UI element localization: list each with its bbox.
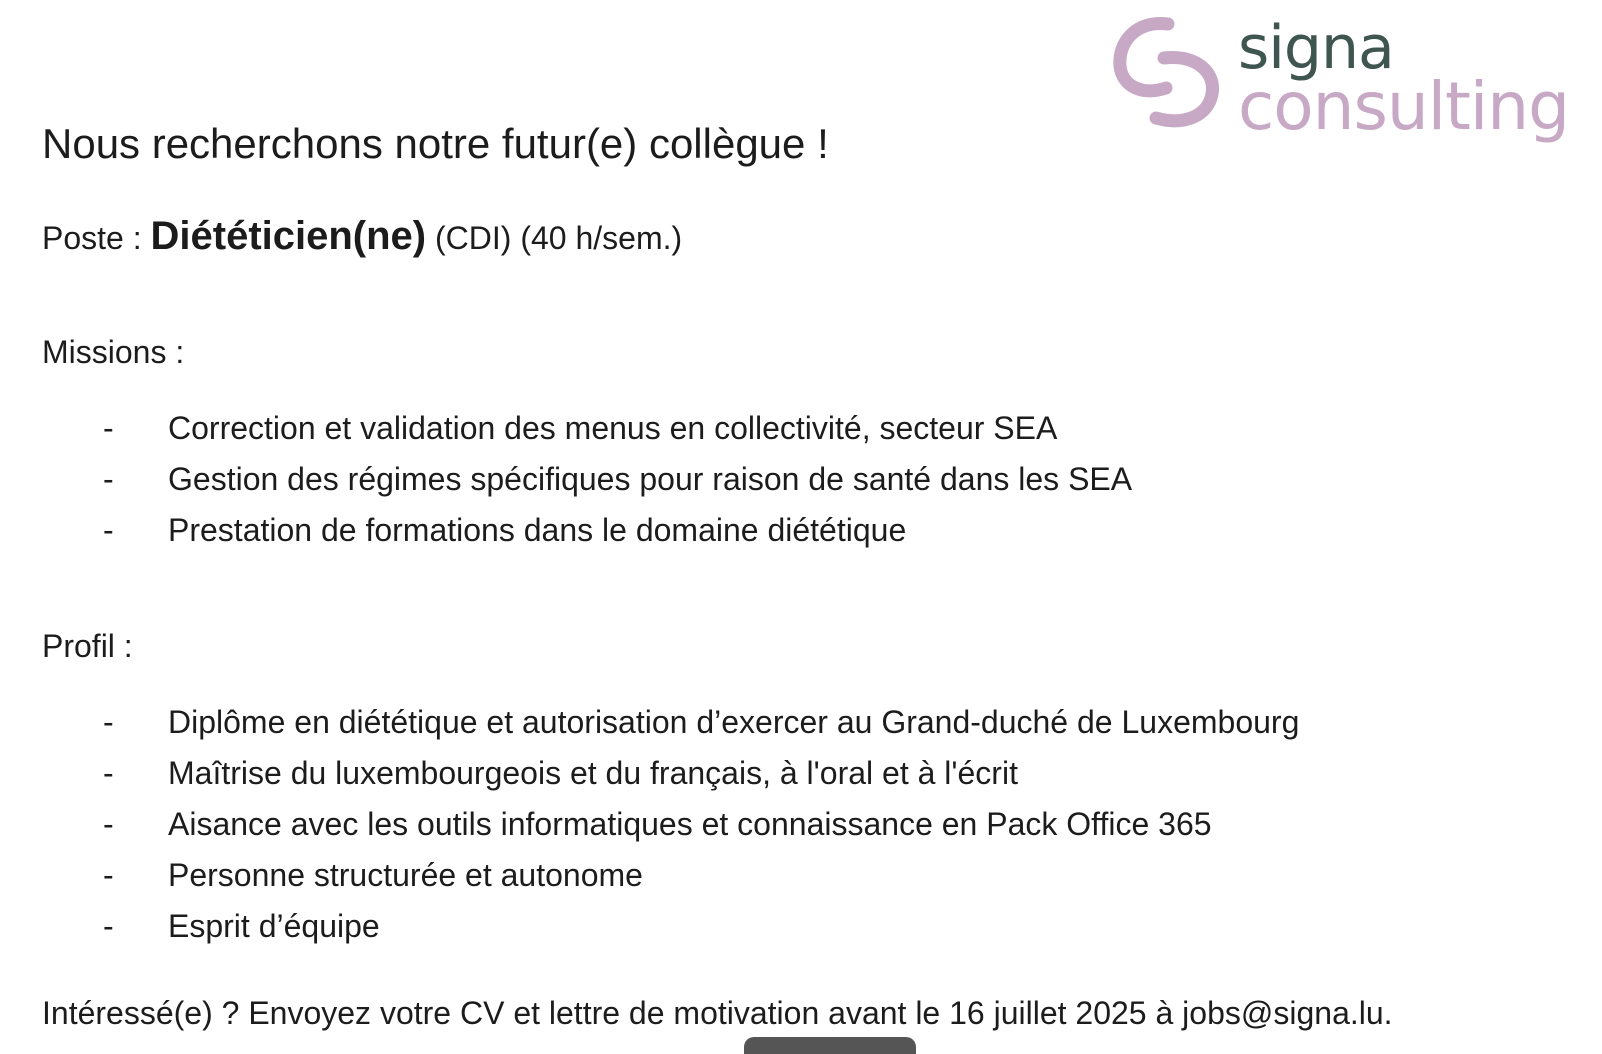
bullet-dash: - [103, 806, 114, 842]
bullet-dash: - [103, 461, 114, 497]
profil-text: Esprit d’équipe [168, 908, 380, 944]
bullet-dash: - [103, 755, 114, 791]
poste-prefix: Poste : [42, 220, 151, 256]
mission-text: Correction et validation des menus en collectivité, secteur SEA [168, 410, 1058, 446]
job-position-line [42, 214, 682, 259]
profil-text: Maîtrise du luxembourgeois et du français, à l'oral et à l'écrit [168, 755, 1018, 791]
page-heading: Nous recherchons notre futur(e) collègue ! [42, 120, 829, 167]
profil-label: Profil : [42, 628, 133, 664]
logo-mark-icon [1112, 12, 1222, 130]
profil-text: Personne structurée et autonome [168, 857, 643, 893]
bullet-dash: - [103, 908, 114, 944]
application-instructions: Intéressé(e) ? Envoyez votre CV et lettre de motivation avant le 16 juillet 2025 à jobs@signa.lu. [42, 995, 1393, 1031]
bottom-handle[interactable] [744, 1037, 916, 1054]
bullet-dash: - [103, 410, 114, 446]
mission-text: Prestation de formations dans le domaine diététique [168, 512, 907, 548]
job-title: Diététicien(ne) [150, 214, 427, 258]
missions-label: Missions : [42, 334, 185, 370]
job-details: (CDI) (40 h/sem.) [426, 220, 683, 256]
bullet-dash: - [103, 704, 114, 740]
mission-text: Gestion des régimes spécifiques pour raison de santé dans les SEA [168, 461, 1133, 497]
bullet-dash: - [103, 857, 114, 893]
profil-text: Aisance avec les outils informatiques et connaissance en Pack Office 365 [168, 806, 1212, 842]
bullet-dash: - [103, 512, 114, 548]
signa-consulting-logo [1112, 8, 1572, 150]
logo-consulting-text: consulting [1238, 68, 1569, 145]
logo-signa-text: signa [1238, 13, 1394, 83]
profil-text: Diplôme en diététique et autorisation d’exercer au Grand-duché de Luxembourg [168, 704, 1300, 740]
